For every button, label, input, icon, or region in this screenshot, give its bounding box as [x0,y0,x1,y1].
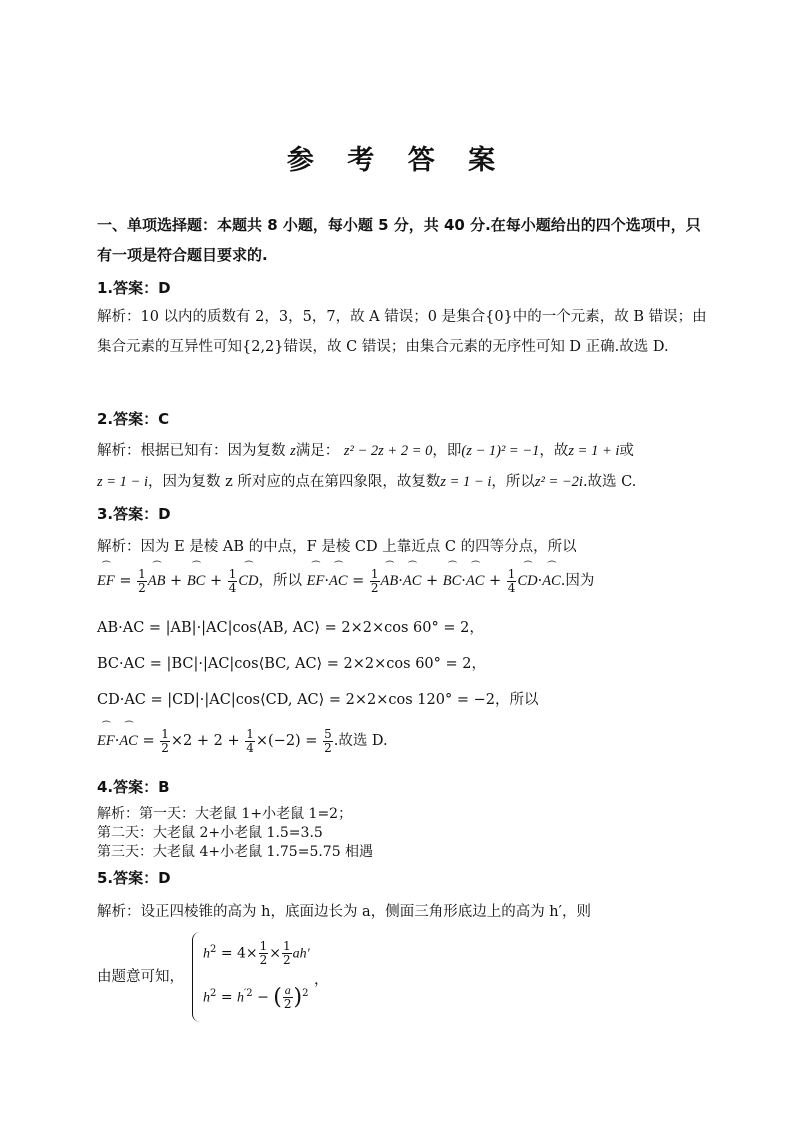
q3-intro: 解析：因为 E 是棱 AB 的中点，F 是棱 CD 上靠近点 C 的四等分点，所以 [97,539,577,555]
q2-text: ，所以 [491,474,535,490]
q3-text: ×(−2) = [255,733,318,749]
q5-comma: ， [314,972,329,988]
q5-equation-2: $h^2 = h^{'2}$ − ( $\frac{a}{2}$ )$^2$ [203,983,309,1011]
q3-cd-dot: CD·AC = |CD|·|AC|cos⟨CD, AC⟩ = 2×2×cos 120° = −2，所以 [97,692,539,708]
q4-line3: 第三天：大老鼠 4+小老鼠 1.75=5.75 相遇 [97,844,374,860]
q3-text: .故选 D. [333,733,388,749]
q4-line2: 第二天：大老鼠 2+小老鼠 1.5=3.5 [97,825,323,841]
q3-ab-dot: AB·AC = |AB|·|AC|cos⟨AB, AC⟩ = 2×2×cos 60° = 2， [97,620,484,636]
q3-answer: 3.答案：D [97,505,171,523]
q2-line1: 解析：根据已知有：因为复数 z满足： z² − 2z + 2 = 0，即(z − 1)² = −1，故z = 1 + i或 [97,443,634,459]
q5-answer: 5.答案：D [97,869,171,887]
q5-line1: 解析：设正四棱锥的高为 h，底面边长为 a，侧面三角形底边上的高为 h′，则 [97,904,591,920]
q5-line2: 由题意可知， [97,969,184,985]
q3-text: ×2 + 2 + [170,733,240,749]
q4-answer: 4.答案：B [97,778,170,796]
q2-text: 满足： [295,443,340,459]
q4-line1: 解析：第一天：大老鼠 1+小老鼠 1=2； [97,806,353,822]
q3-final: ⏜ EF·⏜ AC = $\frac{1}{2}$ ×2 + 2 + $\frac{1}{4}$ ×(−2) = $\frac{5}{2}$ .故选 D. [97,727,388,755]
section-heading: 一、单项选择题：本题共 8 小题，每小题 5 分，共 40 分.在每小题给出的四个选项中，只有一项是符合题目要求的. [97,216,701,264]
q2-equation: z = 1 − i [440,474,492,490]
q2-text: ，即 [432,443,462,459]
q3-text: ，所以 [258,573,303,589]
q2-text: ，因为复数 z 所对应的点在第四象限，故复数 [148,474,441,490]
q2-equation: z² = −2i [534,474,583,490]
q1-answer: 1.答案：D [97,279,171,297]
q2-equation: z² − 2z + 2 = 0 [343,443,433,459]
q1-explanation: 解析：10 以内的质数有 2，3，5，7，故 A 错误；0 是集合{0}中的一个元素，故 B 错误；由集合元素的互异性可知{2,2}错误，故 C 错误；由集合元素的无序性可知 D 正确.故选 D. [97,309,707,355]
equation-system-brace [192,932,203,1022]
q2-text: 或 [619,443,634,459]
page-title: 参 考 答 案 [286,145,508,176]
q5-equation-1: $h^2 = 4\times$ $\frac{1}{2}$ × $\frac{1}{2}$ ah′ [203,939,310,967]
q3-bc-dot: BC·AC = |BC|·|AC|cos⟨BC, AC⟩ = 2×2×cos 60° = 2， [97,656,487,672]
q2-text: ，故 [539,443,569,459]
q2-equation: (z − 1)² = −1 [461,443,540,459]
q3-text: .因为 [560,573,595,589]
q2-text: 解析：根据已知有：因为复数 [97,443,291,459]
q2-text: .故选 C. [582,474,637,490]
q2-answer: 2.答案：C [97,410,170,428]
q3-ef-expansion: ⏜ EF = $\frac{1}{2}$ ⏜ AB + ⏜ BC + $\frac{1}{4}$ ⏜ CD，所以 ⏜ EF·⏜ AC = $\frac{1}{2}$ ⏜ AB·⏜ AC + ⏜ BC·⏜ AC + $\frac{1}{4}$ ⏜ CD·⏜ AC.因为 [97,567,594,595]
q2-line2 [97,470,636,491]
q2-equation: z = 1 + i [568,443,620,459]
q2-equation: z = 1 − i [97,474,148,490]
